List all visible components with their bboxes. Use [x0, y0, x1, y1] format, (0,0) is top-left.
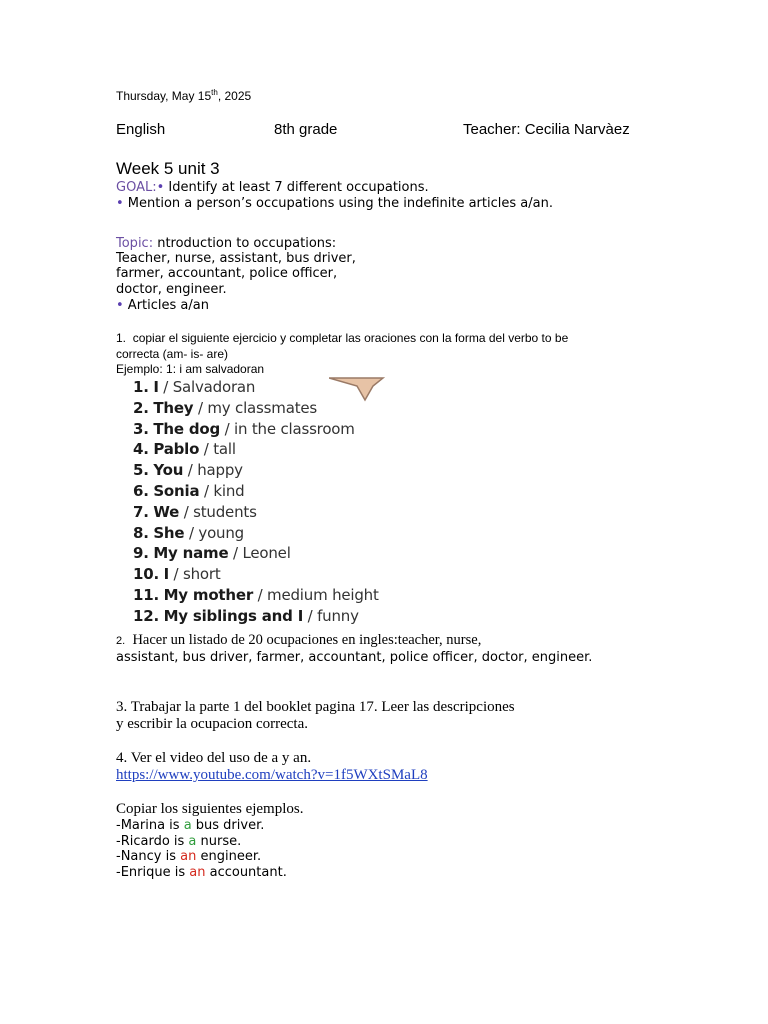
- exercise-number: 10.: [133, 565, 159, 584]
- exercise-predicate: medium height: [267, 586, 379, 604]
- task-1-example: Ejemplo: 1: i am salvadoran: [116, 362, 265, 376]
- exercise-predicate: funny: [317, 606, 359, 625]
- exercise-subject: I: [153, 378, 159, 396]
- exercise-separator: /: [199, 482, 214, 500]
- exercise-item: [133, 607, 359, 625]
- example-line: [116, 818, 264, 834]
- task-1-text: copiar el siguiente ejercicio y completar las oraciones con la forma del verbo to be: [132, 331, 569, 345]
- bullet-icon: •: [156, 180, 165, 195]
- goal-line-2: [116, 196, 553, 212]
- exercise-separator: /: [193, 398, 208, 417]
- example-line: [116, 834, 241, 850]
- exercise-number: 9.: [133, 544, 149, 563]
- task-1-number: 1.: [116, 331, 127, 345]
- topic-bullet-item: Articles a/an: [123, 298, 209, 313]
- exercise-separator: /: [253, 586, 268, 604]
- teacher-label: Teacher: Cecilia Narvàez: [463, 121, 630, 138]
- exercise-separator: /: [220, 419, 235, 438]
- decorative-corner-icon: [329, 376, 389, 402]
- task-2-text: Hacer un listado de 20 ocupaciones en ingles:teacher, nurse,: [132, 632, 482, 648]
- exercise-number: 11.: [133, 586, 159, 604]
- date-line: [116, 88, 251, 103]
- subject-label: English: [116, 121, 166, 138]
- example-subject: -Enrique is: [116, 864, 190, 880]
- exercise-image: [133, 378, 393, 630]
- exercise-predicate: young: [198, 523, 244, 542]
- exercise-separator: /: [183, 461, 198, 480]
- exercise-item: [133, 461, 243, 479]
- exercise-separator: /: [179, 502, 194, 521]
- example-subject: -Marina is: [116, 818, 184, 833]
- exercise-item: [133, 399, 317, 417]
- exercise-item: [133, 544, 291, 562]
- exercise-number: 5.: [133, 461, 149, 480]
- exercise-item: [133, 503, 257, 521]
- exercise-predicate: Leonel: [242, 544, 291, 563]
- exercise-item: [133, 440, 236, 458]
- exercise-separator: /: [303, 606, 318, 625]
- course-header: [116, 121, 656, 141]
- topic-line-3: farmer, accountant, police officer,: [116, 266, 338, 281]
- exercise-predicate: tall: [213, 440, 236, 459]
- exercise-number: 3.: [133, 419, 149, 438]
- examples-intro: Copiar los siguientes ejemplos.: [116, 801, 304, 817]
- example-line: [116, 849, 261, 865]
- exercise-item: [133, 378, 255, 396]
- exercise-predicate: Salvadoran: [172, 378, 256, 396]
- goal-label: GOAL:: [116, 180, 157, 195]
- exercise-separator: /: [168, 565, 183, 584]
- bullet-icon: •: [116, 196, 124, 211]
- goal-line-1: [116, 180, 429, 196]
- topic-text: ntroduction to occupations:: [153, 236, 337, 251]
- exercise-subject: You: [153, 461, 184, 480]
- example-occupation: engineer.: [196, 849, 262, 865]
- task-2-line-1: [116, 632, 481, 649]
- exercise-item: [133, 482, 244, 500]
- date-text: Thursday, May 15: [116, 89, 212, 103]
- video-link[interactable]: https://www.youtube.com/watch?v=1f5WXtSMaL8: [116, 767, 428, 783]
- exercise-item: [133, 420, 355, 438]
- goal-item: Identify at least 7 different occupations.: [164, 180, 429, 195]
- exercise-subject: I: [163, 565, 169, 584]
- topic-line-5: [116, 298, 209, 314]
- example-subject: -Ricardo is: [116, 833, 189, 849]
- exercise-predicate: short: [182, 565, 221, 584]
- exercise-number: 2.: [133, 398, 149, 417]
- exercise-predicate: happy: [197, 461, 243, 480]
- task-3-line-2: y escribir la ocupacion correcta.: [116, 716, 308, 732]
- task-1-line-1: [116, 330, 568, 346]
- task-2-number: 2.: [116, 635, 126, 647]
- exercise-predicate: students: [193, 502, 257, 521]
- exercise-number: 12.: [133, 606, 159, 625]
- example-subject: -Nancy is: [116, 849, 181, 865]
- example-article: a: [188, 833, 197, 849]
- topic-line-2: Teacher, nurse, assistant, bus driver,: [116, 251, 356, 266]
- date-year: , 2025: [217, 89, 252, 103]
- task-3-line-1: 3. Trabajar la parte 1 del booklet pagina 17. Leer las descripciones: [116, 699, 515, 715]
- exercise-separator: /: [199, 440, 214, 459]
- goal-item: Mention a person’s occupations using the indefinite articles a/an.: [123, 196, 553, 211]
- exercise-number: 8.: [133, 523, 149, 542]
- exercise-predicate: kind: [213, 482, 245, 500]
- topic-line-4: doctor, engineer.: [116, 282, 227, 297]
- week-title: Week 5 unit 3: [116, 159, 220, 178]
- exercise-subject: My mother: [163, 586, 254, 604]
- exercise-predicate: my classmates: [207, 398, 318, 417]
- exercise-number: 7.: [133, 502, 149, 521]
- task-1-line-2: correcta (am- is- are): [116, 347, 229, 361]
- example-occupation: accountant.: [205, 864, 287, 880]
- exercise-subject: Pablo: [153, 440, 200, 459]
- example-line: [116, 865, 287, 881]
- exercise-item: [133, 565, 221, 583]
- exercise-subject: My name: [153, 544, 229, 563]
- exercise-subject: The dog: [153, 419, 221, 438]
- example-occupation: bus driver.: [191, 818, 265, 833]
- exercise-separator: /: [158, 378, 173, 396]
- example-article: an: [180, 849, 197, 865]
- exercise-subject: My siblings and I: [163, 606, 304, 625]
- topic-line-1: [116, 236, 336, 252]
- exercise-subject: She: [153, 523, 185, 542]
- exercise-item: [133, 524, 244, 542]
- task-2-line-2: assistant, bus driver, farmer, accountant, police officer, doctor, engineer.: [116, 650, 593, 665]
- example-occupation: nurse.: [196, 833, 242, 849]
- example-article: a: [183, 818, 192, 833]
- exercise-subject: Sonia: [153, 482, 200, 500]
- exercise-number: 6.: [133, 482, 149, 500]
- grade-label: 8th grade: [274, 121, 338, 138]
- exercise-subject: We: [153, 502, 180, 521]
- exercise-separator: /: [184, 523, 199, 542]
- exercise-separator: /: [228, 544, 243, 563]
- topic-label: Topic:: [116, 236, 154, 251]
- exercise-subject: They: [153, 398, 194, 417]
- date-ordinal: th: [211, 88, 218, 97]
- exercise-item: [133, 586, 379, 604]
- task-4-line-1: 4. Ver el video del uso de a y an.: [116, 750, 312, 766]
- bullet-icon: •: [116, 298, 124, 313]
- exercise-number: 1.: [133, 378, 149, 396]
- exercise-predicate: in the classroom: [234, 419, 355, 438]
- exercise-number: 4.: [133, 440, 149, 459]
- example-article: an: [189, 864, 206, 880]
